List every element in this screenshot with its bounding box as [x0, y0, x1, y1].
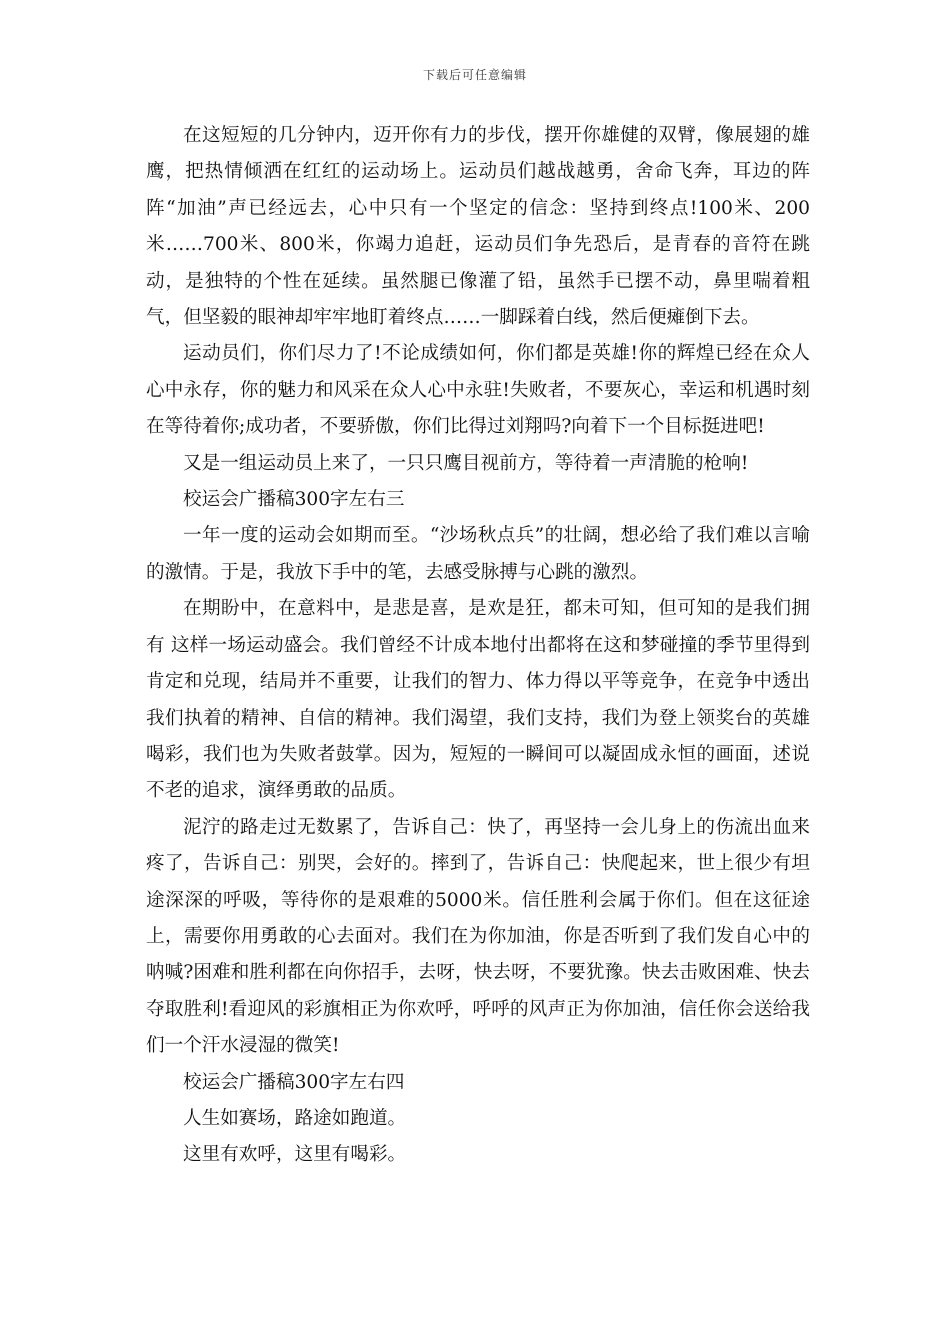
document-body	[146, 118, 810, 1174]
paragraph-2: 运动员们，你们尽力了!不论成绩如何，你们都是英雄!你的辉煌已经在众人心中永存，你的魅力和风采在众人心中永驻!失败者，不要灰心，幸运和机遇时刻在等待着你;成功者，不要骄傲，你们比得过刘翔吗?向着下一个目标挺进吧!	[146, 343, 810, 438]
section-heading-4: 校运会广播稿300字左右四	[183, 1071, 405, 1093]
paragraph-5: 在期盼中，在意料中，是悲是喜，是欢是狂，都未可知，但可知的是我们拥有 这样一场运动盛会。我们曾经不计成本地付出都将在这和梦碰撞的季节里得到肯定和兑现，结局并不重要，让我们的智力、体力得以平等竞争，在竞争中透出我们执着的精神、自信的精神。我们渴望，我们支持，我们为登上领奖台的英雄喝彩，我们也为失败者鼓掌。因为，短短的一瞬间可以凝固成永恒的画面，述说不老的追求，演绎勇敢的品质。	[146, 598, 810, 802]
paragraph-4: 一年一度的运动会如期而至。“沙场秋点兵”的壮阔，想必给了我们难以言喻的激情。于是，我放下手中的笔，去感受脉搏与心跳的激烈。	[146, 525, 810, 583]
paragraph-6: 泥泞的路走过无数累了，告诉自己：快了，再坚持一会儿身上的伤流出血来疼了，告诉自己：别哭，会好的。摔到了，告诉自己：快爬起来，世上很少有坦途深深的呼吸，等待你的是艰难的5000米。信任胜利会属于你们。但在这征途上，需要你用勇敢的心去面对。我们在为你加油，你是否听到了我们发自心中的呐喊?困难和胜利都在向你招手，去呀，快去呀，不要犹豫。快去击败困难、快去夺取胜利!看迎风的彩旗相正为你欢呼，呼呼的风声正为你加油，信任你会送给我们一个汗水浸湿的微笑!	[146, 816, 810, 1057]
paragraph-7: 人生如赛场，路途如跑道。	[183, 1107, 407, 1129]
paragraph-3: 又是一组运动员上来了，一只只鹰目视前方，等待着一声清脆的枪响!	[183, 452, 749, 474]
paragraph-8: 这里有欢呼，这里有喝彩。	[183, 1144, 407, 1166]
section-heading-3: 校运会广播稿300字左右三	[183, 489, 405, 511]
paragraph-1: 在这短短的几分钟内，迈开你有力的步伐，摆开你雄健的双臂，像展翅的雄鹰，把热情倾洒在红红的运动场上。运动员们越战越勇，舍命飞奔，耳边的阵阵“加油”声已经远去，心中只有一个坚定的信念：坚持到终点!100米、200米……700米、800米，你竭力追赶，运动员们争先恐后，是青春的音符在跳动，是独特的个性在延续。虽然腿已像灌了铅，虽然手已摆不动，鼻里喘着粗气，但坚毅的眼神却牢牢地盯着终点……一脚踩着白线，然后便瘫倒下去。	[146, 125, 810, 329]
page-header: 下载后可任意编辑	[422, 68, 527, 82]
